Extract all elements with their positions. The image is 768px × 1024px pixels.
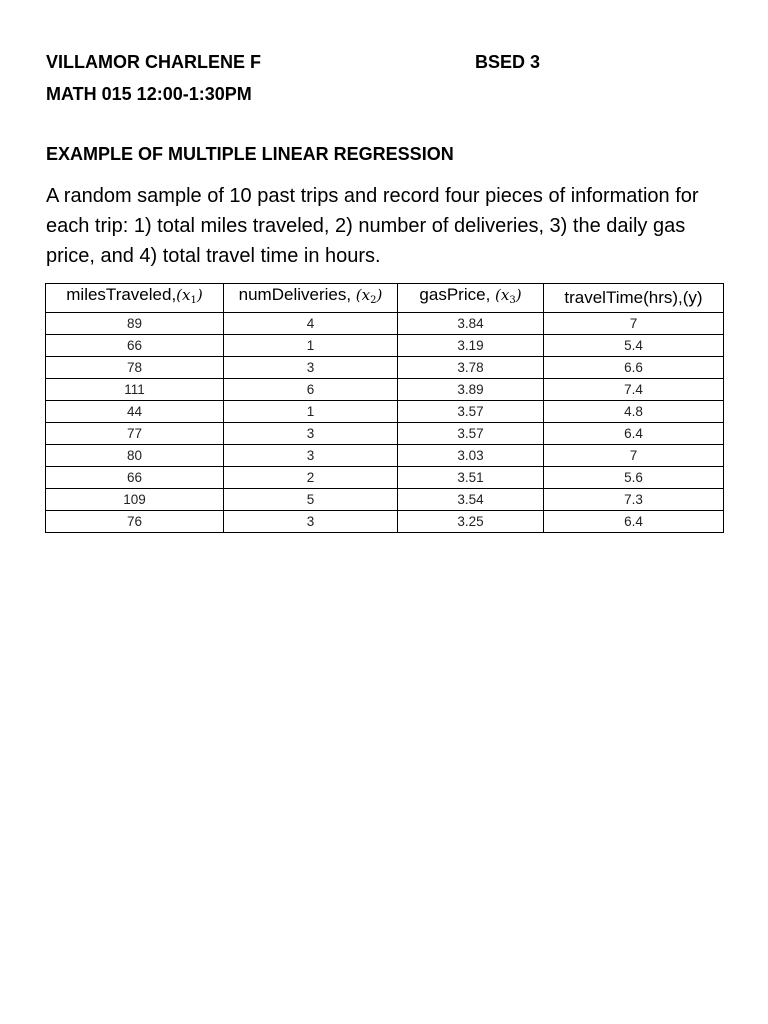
column-label: numDeliveries, [238, 285, 356, 304]
table-cell: 3 [224, 445, 398, 467]
table-cell: 7 [544, 313, 724, 335]
table-cell: 4 [224, 313, 398, 335]
table-cell: 4.8 [544, 401, 724, 423]
table-row [46, 313, 724, 335]
table-cell: 3 [224, 423, 398, 445]
course-schedule: MATH 015 12:00-1:30PM [46, 84, 252, 104]
table-cell: 80 [46, 445, 224, 467]
document-heading: EXAMPLE OF MULTIPLE LINEAR REGRESSION [46, 144, 454, 164]
column-label: travelTime(hrs),(y) [564, 288, 703, 307]
table-header-row [46, 284, 724, 313]
table-cell: 6.4 [544, 423, 724, 445]
table-cell: 3.84 [398, 313, 544, 335]
table-cell: 44 [46, 401, 224, 423]
table-cell: 5.4 [544, 335, 724, 357]
column-label: gasPrice, [419, 285, 496, 304]
table-cell: 3.03 [398, 445, 544, 467]
table-cell: 6.4 [544, 511, 724, 533]
table-cell: 7 [544, 445, 724, 467]
table-row [46, 489, 724, 511]
table-cell: 7.4 [544, 379, 724, 401]
column-header-travel-time [544, 284, 724, 313]
table-cell: 3.25 [398, 511, 544, 533]
table-row [46, 401, 724, 423]
math-variable: $(x_3)$ [495, 286, 522, 306]
table-cell: 3.51 [398, 467, 544, 489]
table-cell: 6 [224, 379, 398, 401]
table-row [46, 423, 724, 445]
table-row [46, 445, 724, 467]
column-header-miles [46, 284, 224, 313]
table-cell: 5 [224, 489, 398, 511]
table-cell: 3.54 [398, 489, 544, 511]
table-cell: 5.6 [544, 467, 724, 489]
column-header-deliveries [224, 284, 398, 313]
regression-data-table [45, 283, 724, 533]
table-cell: 1 [224, 401, 398, 423]
student-section: BSED 3 [475, 52, 541, 72]
table-row [46, 379, 724, 401]
table-cell: 3.89 [398, 379, 544, 401]
table-cell: 77 [46, 423, 224, 445]
table-cell: 3 [224, 357, 398, 379]
table-cell: 78 [46, 357, 224, 379]
table-row [46, 511, 724, 533]
table-cell: 6.6 [544, 357, 724, 379]
table-cell: 76 [46, 511, 224, 533]
table-cell: 66 [46, 467, 224, 489]
table-cell: 3 [224, 511, 398, 533]
table-row [46, 467, 724, 489]
table-cell: 2 [224, 467, 398, 489]
table-cell: 111 [46, 379, 224, 401]
table-cell: 3.19 [398, 335, 544, 357]
table-cell: 66 [46, 335, 224, 357]
intro-paragraph: A random sample of 10 past trips and record four pieces of information for each trip: 1) total miles traveled, 2) number of deliveries, 3) the daily gas price, and 4) total travel time in hours. [46, 185, 699, 267]
math-variable: $(x_2)$ [355, 286, 383, 306]
table-cell: 89 [46, 313, 224, 335]
table-row [46, 357, 724, 379]
table-cell: 109 [46, 489, 224, 511]
column-label: milesTraveled, [66, 285, 177, 304]
table-body [46, 313, 724, 533]
table-cell: 7.3 [544, 489, 724, 511]
math-variable: $(x_1)$ [176, 286, 203, 306]
table-cell: 3.57 [398, 401, 544, 423]
table-row [46, 335, 724, 357]
table-cell: 3.57 [398, 423, 544, 445]
student-name: VILLAMOR CHARLENE F [46, 52, 261, 72]
table-cell: 1 [224, 335, 398, 357]
column-header-gas-price [398, 284, 544, 313]
table-cell: 3.78 [398, 357, 544, 379]
